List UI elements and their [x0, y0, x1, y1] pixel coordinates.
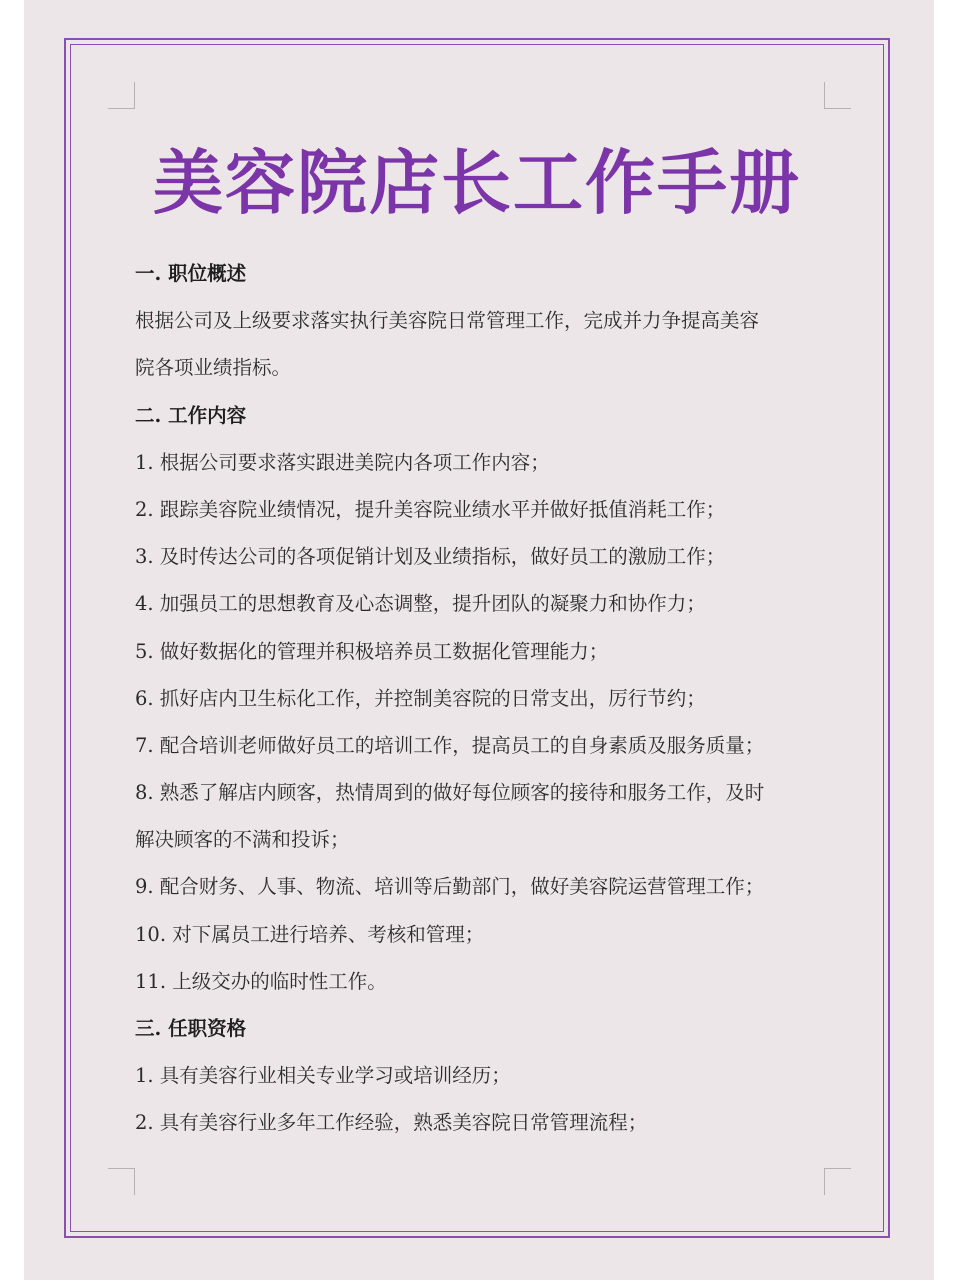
list-item: 1. 根据公司要求落实跟进美院内各项工作内容； [135, 450, 550, 474]
section-heading: 三. 任职资格 [135, 1017, 247, 1040]
list-item: 9. 配合财务、人事、物流、培训等后勤部门，做好美容院运营管理工作； [135, 875, 765, 899]
paragraph-line: 院各项业绩指标。 [135, 356, 292, 380]
paragraph-line: 根据公司及上级要求落实执行美容院日常管理工作，完成并力争提高美容 [135, 309, 760, 333]
list-item: 4. 加强员工的思想教育及心态调整，提升团队的凝聚力和协作力； [135, 592, 706, 616]
list-item: 3. 及时传达公司的各项促销计划及业绩指标，做好员工的激励工作； [135, 545, 726, 569]
document-body [135, 250, 835, 1147]
section-heading: 一. 职位概述 [135, 262, 247, 285]
corner-mark-top-right [824, 82, 851, 109]
list-item: 11. 上级交办的临时性工作。 [135, 969, 387, 993]
list-item: 10. 对下属员工进行培养、考核和管理； [135, 922, 485, 946]
corner-mark-bottom-left [108, 1168, 135, 1195]
corner-mark-top-left [108, 82, 135, 109]
document-title: 美容院店长工作手册 [153, 141, 801, 224]
list-item: 8. 熟悉了解店内顾客，热情周到的做好每位顾客的接待和服务工作，及时 [135, 781, 765, 805]
section-heading: 二. 工作内容 [135, 403, 247, 427]
list-item: 1. 具有美容行业相关专业学习或培训经历； [135, 1064, 511, 1088]
list-item: 6. 抓好店内卫生标化工作，并控制美容院的日常支出，厉行节约； [135, 686, 706, 710]
list-item: 7. 配合培训老师做好员工的培训工作，提高员工的自身素质及服务质量； [135, 733, 765, 757]
list-item: 2. 跟踪美容院业绩情况，提升美容院业绩水平并做好抵值消耗工作； [135, 497, 726, 521]
corner-mark-bottom-right [824, 1168, 851, 1195]
list-item: 5. 做好数据化的管理并积极培养员工数据化管理能力； [135, 639, 609, 663]
list-item: 2. 具有美容行业多年工作经验，熟悉美容院日常管理流程； [135, 1111, 648, 1135]
list-item-continuation: 解决顾客的不满和投诉； [135, 828, 350, 852]
